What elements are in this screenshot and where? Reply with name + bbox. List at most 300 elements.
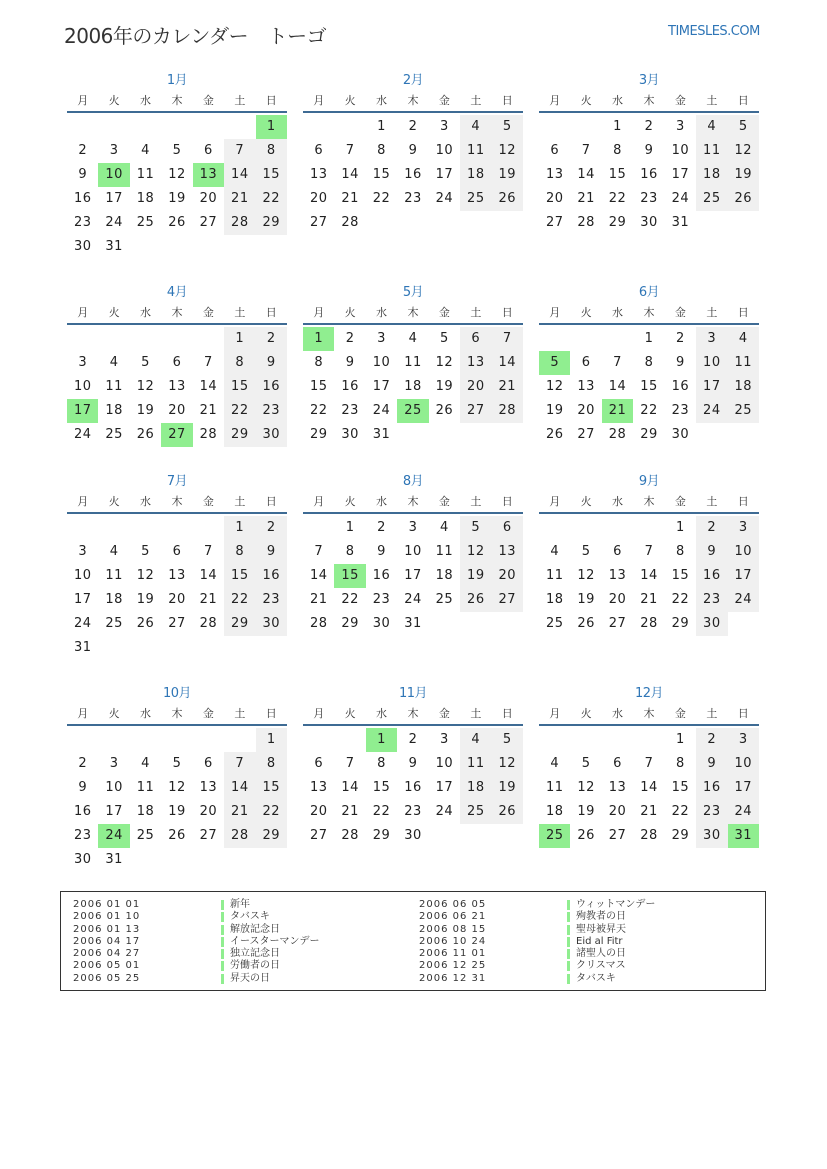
weekday-label: 木 — [643, 94, 655, 107]
empty-cell — [98, 115, 129, 139]
day-cell: 27 — [309, 215, 328, 230]
day-cell: 29 — [256, 824, 287, 848]
weekday-label: 水 — [140, 707, 152, 720]
day-cell: 10 — [372, 355, 391, 370]
empty-cell — [161, 115, 192, 139]
holiday-date: 2006 06 21 — [419, 911, 487, 923]
weekday-label: 木 — [407, 306, 419, 319]
weekday-label: 火 — [580, 94, 592, 107]
empty-cell — [539, 516, 570, 540]
day-cell: 4 — [141, 143, 150, 158]
day-cell: 14 — [199, 568, 218, 583]
day-cell: 23 — [372, 592, 391, 607]
weekday-label: 月 — [313, 94, 325, 107]
day-cell: 9 — [676, 355, 685, 370]
day-cell: 18 — [435, 568, 454, 583]
weekday-label: 火 — [108, 495, 120, 508]
month-title: 11月 — [398, 686, 428, 701]
day-cell: 17 — [728, 776, 759, 800]
day-cell: 9 — [408, 143, 418, 158]
day-cell: 5 — [141, 544, 150, 559]
day-cell: 1 — [613, 119, 622, 134]
weekday-header — [67, 305, 287, 321]
day-cell: 2 — [696, 516, 727, 540]
weekday-label: 金 — [202, 94, 214, 107]
day-cell: 26 — [460, 588, 491, 612]
holiday-name: 新年 — [230, 899, 250, 910]
day-cell: 3 — [676, 119, 685, 134]
day-cell: 19 — [545, 403, 564, 418]
day-cell: 13 — [199, 780, 218, 795]
day-cell: 21 — [492, 375, 523, 399]
day-cell: 24 — [404, 592, 422, 607]
day-cell: 14 — [341, 780, 359, 795]
day-cell: 7 — [345, 756, 355, 771]
day-cell: 19 — [435, 379, 454, 394]
day-cell: 8 — [345, 544, 355, 559]
legend-entry — [419, 911, 655, 923]
day-cell: 21 — [224, 800, 255, 824]
day-cell: 25 — [136, 215, 155, 230]
empty-cell — [130, 327, 161, 351]
header-rule — [67, 724, 287, 726]
day-cell: 17 — [404, 568, 422, 583]
empty-cell — [570, 115, 601, 139]
day-cell: 2 — [78, 756, 88, 771]
day-cell: 5 — [141, 355, 150, 370]
weekday-label: 水 — [376, 707, 388, 720]
day-cell: 6 — [492, 516, 523, 540]
day-cell: 11 — [105, 568, 123, 583]
day-cell: 2 — [256, 327, 287, 351]
month-title: 3月 — [638, 73, 660, 88]
empty-cell — [460, 211, 491, 235]
day-cell: 7 — [644, 756, 654, 771]
day-cell: 12 — [577, 568, 595, 583]
day-cell: 2 — [256, 516, 287, 540]
day-cell: 15 — [256, 776, 287, 800]
day-cell: 19 — [136, 403, 155, 418]
day-cell: 17 — [372, 379, 391, 394]
weekday-label: 金 — [202, 306, 214, 319]
day-cell: 13 — [309, 780, 328, 795]
day-cell: 21 — [341, 804, 359, 819]
day-cell: 26 — [168, 828, 186, 843]
empty-cell — [98, 516, 129, 540]
day-cell: 1 — [224, 516, 255, 540]
day-cell: 29 — [224, 612, 255, 636]
day-grid — [67, 327, 287, 447]
day-cell: 19 — [136, 592, 155, 607]
day-cell: 30 — [256, 612, 287, 636]
weekday-label: 日 — [265, 707, 277, 720]
holiday-marker — [567, 912, 570, 922]
day-cell: 15 — [608, 167, 627, 182]
weekday-label: 土 — [706, 94, 718, 107]
weekday-label: 月 — [549, 495, 561, 508]
day-cell: 12 — [168, 167, 186, 182]
empty-cell — [728, 423, 759, 447]
day-cell: 5 — [492, 115, 523, 139]
weekday-label: 日 — [265, 306, 277, 319]
day-cell: 25 — [105, 616, 123, 631]
holiday-name: 殉教者の日 — [576, 911, 626, 923]
day-cell: 16 — [404, 167, 422, 182]
empty-cell — [303, 516, 334, 540]
day-cell: 18 — [136, 804, 155, 819]
empty-cell — [397, 423, 428, 447]
day-cell: 21 — [309, 592, 328, 607]
day-cell: 19 — [728, 163, 759, 187]
month-calendar — [67, 73, 287, 259]
empty-cell — [429, 211, 460, 235]
day-cell: 28 — [199, 616, 218, 631]
weekday-label: 日 — [501, 94, 513, 107]
day-cell: 11 — [136, 167, 155, 182]
weekday-label: 日 — [501, 707, 513, 720]
day-cell: 7 — [314, 544, 324, 559]
empty-cell — [696, 211, 727, 235]
month-title: 7月 — [166, 474, 188, 489]
weekday-label: 日 — [265, 94, 277, 107]
holiday-name: イースターマンデー — [230, 935, 320, 947]
day-cell: 13 — [309, 167, 328, 182]
day-cell: 26 — [435, 403, 454, 418]
day-cell: 29 — [671, 616, 690, 631]
day-cell: 8 — [377, 143, 386, 158]
day-cell: 14 — [224, 163, 255, 187]
holiday-legend — [60, 891, 766, 991]
day-cell: 8 — [676, 756, 685, 771]
day-cell: 3 — [696, 327, 727, 351]
holiday-date: 2006 04 17 — [73, 935, 141, 947]
day-cell: 16 — [256, 375, 287, 399]
weekday-label: 土 — [470, 94, 482, 107]
weekday-label: 月 — [313, 306, 325, 319]
day-cell: 31 — [73, 640, 92, 655]
day-cell: 4 — [440, 520, 449, 535]
day-cell: 2 — [377, 520, 386, 535]
weekday-label: 水 — [376, 306, 388, 319]
empty-cell — [224, 728, 255, 752]
day-cell: 24 — [105, 215, 123, 230]
day-grid — [67, 115, 287, 259]
holiday-name: 労働者の日 — [230, 960, 280, 972]
day-cell: 14 — [577, 167, 595, 182]
day-cell: 6 — [613, 756, 622, 771]
empty-cell — [193, 636, 224, 660]
empty-cell — [539, 115, 570, 139]
day-cell: 3 — [109, 756, 119, 771]
day-cell: 23 — [73, 828, 92, 843]
day-grid — [67, 728, 287, 872]
day-cell: 10 — [728, 752, 759, 776]
day-cell: 11 — [404, 355, 422, 370]
day-cell: 25 — [105, 427, 123, 442]
day-cell: 15 — [671, 568, 690, 583]
day-cell: 26 — [492, 800, 523, 824]
day-cell: 25 — [397, 399, 428, 423]
day-cell: 12 — [168, 780, 186, 795]
holiday-marker — [221, 961, 224, 971]
empty-cell — [429, 423, 460, 447]
day-cell: 16 — [671, 379, 690, 394]
holiday-name: ウィットマンデー — [576, 899, 656, 910]
weekday-label: 土 — [470, 306, 482, 319]
weekday-label: 土 — [234, 306, 246, 319]
holiday-date: 2006 12 25 — [419, 960, 487, 972]
day-cell: 19 — [492, 163, 523, 187]
day-cell: 2 — [345, 331, 355, 346]
month-title: 8月 — [402, 474, 424, 489]
weekday-label: 月 — [549, 306, 561, 319]
legend-entry — [419, 948, 655, 960]
day-cell: 23 — [696, 588, 727, 612]
month-calendar — [303, 73, 523, 235]
day-cell: 30 — [640, 215, 658, 230]
day-cell: 12 — [492, 139, 523, 163]
holiday-marker — [221, 925, 224, 935]
day-cell: 11 — [136, 780, 155, 795]
day-cell: 14 — [640, 780, 658, 795]
day-cell: 28 — [577, 215, 595, 230]
day-cell: 30 — [696, 612, 727, 636]
day-cell: 19 — [460, 564, 491, 588]
day-cell: 10 — [73, 568, 92, 583]
weekday-label: 木 — [643, 707, 655, 720]
holiday-date: 2006 01 01 — [73, 899, 141, 910]
day-cell: 7 — [644, 544, 654, 559]
day-cell: 11 — [105, 379, 123, 394]
weekday-label: 金 — [438, 495, 450, 508]
day-cell: 10 — [73, 379, 92, 394]
weekday-header — [539, 706, 759, 722]
empty-cell — [67, 115, 98, 139]
empty-cell — [161, 235, 192, 259]
day-cell: 11 — [460, 752, 491, 776]
day-cell: 3 — [408, 520, 418, 535]
legend-entry — [419, 924, 655, 936]
holiday-marker — [221, 912, 224, 922]
holiday-date: 2006 04 27 — [73, 948, 141, 960]
day-cell: 16 — [73, 804, 92, 819]
empty-cell — [256, 636, 287, 660]
day-cell: 29 — [671, 828, 690, 843]
holiday-date: 2006 12 31 — [419, 972, 487, 984]
month-calendar — [539, 285, 759, 447]
day-cell: 7 — [345, 143, 355, 158]
day-cell: 29 — [640, 427, 658, 442]
day-cell: 3 — [78, 544, 88, 559]
day-cell: 25 — [539, 824, 570, 848]
weekday-label: 日 — [737, 306, 749, 319]
legend-column-left — [73, 899, 320, 985]
empty-cell — [256, 235, 287, 259]
day-cell: 26 — [136, 427, 155, 442]
day-cell: 10 — [98, 163, 129, 187]
empty-cell — [492, 824, 523, 848]
day-cell: 20 — [199, 804, 218, 819]
day-cell: 1 — [345, 520, 355, 535]
day-cell: 8 — [314, 355, 324, 370]
day-cell: 7 — [224, 752, 255, 776]
weekday-label: 水 — [612, 707, 624, 720]
weekday-label: 水 — [140, 306, 152, 319]
weekday-label: 金 — [674, 707, 686, 720]
day-cell: 20 — [168, 592, 186, 607]
weekday-label: 土 — [234, 495, 246, 508]
day-grid — [539, 516, 759, 636]
header-rule — [303, 724, 523, 726]
holiday-date: 2006 01 13 — [73, 923, 141, 935]
legend-entry — [419, 973, 655, 985]
empty-cell — [256, 848, 287, 872]
day-cell: 31 — [404, 616, 422, 631]
holiday-date: 2006 05 25 — [73, 972, 141, 984]
empty-cell — [570, 728, 601, 752]
day-cell: 25 — [460, 800, 491, 824]
day-cell: 27 — [168, 616, 186, 631]
holiday-name: クリスマス — [576, 960, 626, 972]
day-cell: 29 — [608, 215, 627, 230]
month-title: 1月 — [166, 73, 188, 88]
weekday-label: 木 — [643, 306, 655, 319]
day-cell: 22 — [608, 191, 627, 206]
weekday-header — [539, 494, 759, 510]
day-cell: 28 — [492, 399, 523, 423]
day-cell: 22 — [372, 804, 391, 819]
day-cell: 12 — [577, 780, 595, 795]
weekday-label: 水 — [612, 94, 624, 107]
month-title: 9月 — [638, 474, 660, 489]
holiday-marker — [567, 937, 570, 947]
empty-cell — [224, 636, 255, 660]
day-cell: 5 — [172, 143, 182, 158]
day-cell: 17 — [73, 592, 92, 607]
day-cell: 23 — [671, 403, 690, 418]
weekday-header — [67, 706, 287, 722]
day-cell: 21 — [577, 191, 595, 206]
day-cell: 15 — [671, 780, 690, 795]
site-logo: TIMESLES.COM — [668, 24, 760, 39]
day-cell: 2 — [78, 143, 88, 158]
header-rule — [67, 512, 287, 514]
day-cell: 28 — [224, 824, 255, 848]
day-cell: 18 — [545, 592, 564, 607]
weekday-label: 日 — [265, 495, 277, 508]
holiday-marker — [221, 937, 224, 947]
day-cell: 19 — [168, 191, 186, 206]
weekday-label: 金 — [438, 94, 450, 107]
day-grid — [539, 728, 759, 848]
legend-entry — [73, 899, 320, 911]
day-cell: 24 — [98, 824, 129, 848]
day-cell: 5 — [460, 516, 491, 540]
day-cell: 31 — [372, 427, 391, 442]
day-cell: 24 — [435, 804, 454, 819]
empty-cell — [161, 728, 192, 752]
day-cell: 22 — [671, 804, 690, 819]
day-cell: 25 — [728, 399, 759, 423]
day-cell: 14 — [341, 167, 359, 182]
day-cell: 22 — [372, 191, 391, 206]
day-cell: 22 — [671, 592, 690, 607]
legend-entry — [419, 960, 655, 972]
day-cell: 31 — [105, 239, 123, 254]
weekday-label: 金 — [438, 306, 450, 319]
day-cell: 10 — [435, 756, 454, 771]
day-cell: 30 — [341, 427, 359, 442]
day-cell: 20 — [492, 564, 523, 588]
day-cell: 30 — [404, 828, 422, 843]
header-rule — [67, 323, 287, 325]
day-cell: 21 — [341, 191, 359, 206]
empty-cell — [161, 327, 192, 351]
empty-cell — [602, 516, 633, 540]
day-cell: 7 — [492, 327, 523, 351]
day-cell: 8 — [224, 540, 255, 564]
weekday-label: 月 — [77, 94, 89, 107]
weekday-label: 火 — [344, 306, 356, 319]
empty-cell — [98, 327, 129, 351]
day-cell: 15 — [224, 375, 255, 399]
empty-cell — [492, 612, 523, 636]
day-cell: 18 — [404, 379, 422, 394]
month-calendar — [67, 285, 287, 447]
weekday-label: 火 — [344, 495, 356, 508]
month-calendar — [539, 73, 759, 235]
day-cell: 14 — [640, 568, 658, 583]
day-cell: 16 — [372, 568, 391, 583]
day-cell: 9 — [345, 355, 355, 370]
day-cell: 3 — [440, 732, 449, 747]
day-cell: 25 — [136, 828, 155, 843]
day-cell: 23 — [256, 399, 287, 423]
day-cell: 17 — [671, 167, 690, 182]
weekday-label: 土 — [234, 707, 246, 720]
empty-cell — [98, 728, 129, 752]
day-cell: 5 — [581, 544, 591, 559]
day-cell: 31 — [671, 215, 690, 230]
empty-cell — [130, 728, 161, 752]
day-cell: 28 — [199, 427, 218, 442]
holiday-marker — [567, 961, 570, 971]
day-cell: 30 — [671, 427, 690, 442]
day-cell: 10 — [435, 143, 454, 158]
month-title: 5月 — [402, 285, 424, 300]
holiday-name: Eid al Fitr — [576, 935, 623, 947]
day-cell: 15 — [372, 780, 391, 795]
day-cell: 24 — [671, 191, 690, 206]
day-cell: 20 — [608, 592, 627, 607]
day-cell: 18 — [105, 592, 123, 607]
day-cell: 5 — [492, 728, 523, 752]
weekday-label: 水 — [612, 306, 624, 319]
day-cell: 23 — [404, 191, 422, 206]
holiday-date: 2006 11 01 — [419, 948, 487, 960]
day-cell: 16 — [696, 564, 727, 588]
day-cell: 23 — [341, 403, 359, 418]
empty-cell — [303, 728, 334, 752]
day-cell: 29 — [224, 423, 255, 447]
day-cell: 11 — [728, 351, 759, 375]
day-cell: 13 — [577, 379, 595, 394]
day-cell: 12 — [460, 540, 491, 564]
empty-cell — [460, 423, 491, 447]
holiday-marker — [567, 949, 570, 959]
weekday-label: 月 — [549, 707, 561, 720]
day-cell: 4 — [696, 115, 727, 139]
